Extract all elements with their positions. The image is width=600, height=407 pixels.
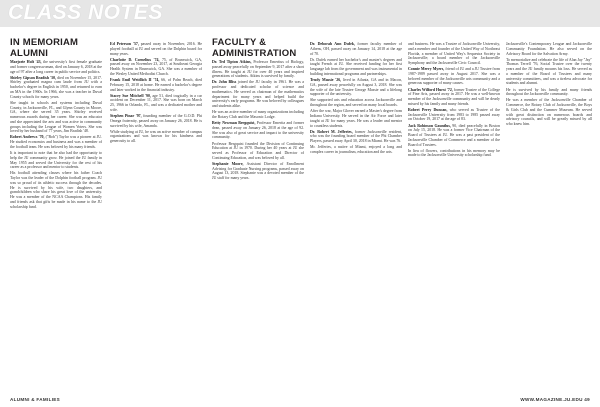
- obituary-name: Connie Merry Myers,: [408, 67, 445, 72]
- obituary-text: To memorialize and celebrate the life of Alan Jay "Jay" Thomas Terrell '76, Social Trustee over the twenty years and the JU family mourns his loss. He served as a member of the Board of Trustees and many university committees, and was a tireless advocate for students and alumni.: [506, 57, 592, 86]
- memoriam-heading: IN MEMORIAM: [10, 37, 79, 48]
- obituary-paragraph: [310, 130, 402, 144]
- obituary-text: former Trustee of the College of Fine Arts, passed away in 2017. He was a well-known member of the Jacksonville community and will be dearly missed by his family and many friends.: [408, 87, 500, 106]
- obituary-text: 90, died peacefully in Boston on July 15, 2018. He was a former Vice Chairman of the Board of Trustees at JU. He was a past president of the Jacksonville Chamber of Commerce and a member of the Board of Trustees.: [408, 123, 500, 147]
- obituary-name: Frank Emil Weidlich II '74,: [110, 78, 160, 83]
- obituary-paragraph: [110, 42, 202, 56]
- obituary-text: lived in Atlanta, GA and in Macon, GA, passed away peacefully on August 3, 2018. She was the wife of the late Trustee George Massie and a lifelong supporter of the university.: [310, 78, 402, 97]
- obituary-name: Stacey Sue Mitchell '90,: [110, 93, 151, 98]
- obituary-text: She taught in schools and systems including Duval County, in Jacksonville, FL, and Glynn County in Moore, GA, where she served 35 years. Shirley received numerous awards during her career. She was an educator and she appreciated the arts and was active in community groups including the League of Women Voters. She was loved by her husband of 77 years, Jim Bradish '48.: [10, 100, 102, 134]
- header-title: CLASS NOTES: [8, 1, 163, 24]
- faculty-subheading: ADMINISTRATION: [212, 47, 297, 59]
- obituary-text: founding member of the G.O.D. Phi Omega fraternity, passed away on January 26, 2018. He is survived by his wife, Amanda.: [110, 114, 202, 128]
- obituary-paragraph: [310, 78, 402, 97]
- obituary-paragraph: [310, 42, 402, 56]
- obituary-paragraph: [506, 88, 592, 98]
- obituary-text: ("Bob") Taylor was a pioneer at JU. He studied economics and business and was a member of the football team. He was beloved by his many friends.: [10, 135, 102, 149]
- obituary-text: It is important to note that he also had the opportunity to help the JU community grow. He joined the JU family in May 1955 and served the University for the rest of his career as a professor and mentor to students.: [10, 151, 102, 170]
- obituary-name: Stephanie Moore,: [212, 161, 244, 166]
- in-memoriam-title: [10, 38, 78, 59]
- obituary-name: Charlotte D. Cornelius '74,: [110, 57, 160, 62]
- obituary-paragraph: [408, 108, 500, 122]
- page-footer: [0, 395, 600, 407]
- obituary-name: Ed Peterson '57,: [110, 42, 139, 46]
- obituary-text: After the war, Major Glover earned a Master's degree from Indiana University. He served in the Air Force and later taught at JU for many years. He was a leader and mentor to countless students.: [310, 109, 402, 128]
- column-2: [110, 42, 202, 362]
- obituary-name: Jack Robinson Gauntlus,: [408, 123, 451, 128]
- obituary-name: Robert Andrews '70,: [10, 135, 45, 140]
- obituary-name: Robert Perry Duncan,: [408, 107, 448, 112]
- footer-site-page: WWW.MAGAZINE.JU.EDU 49: [520, 397, 590, 402]
- obituary-text: who served as Trustee of the Jacksonville University from 1983 to 1985 passed away on October 19, 2017 at the age of 83.: [408, 107, 500, 122]
- obituary-paragraph: [110, 130, 202, 144]
- obituary-text: joined the JU faculty in 1961. He was a professor and dedicated scholar of science and mathematics. He served as chairman of the mathematics department for many years and helped build the university's early programs. He was beloved by colleagues and students alike.: [212, 80, 304, 109]
- column-4: [310, 42, 402, 362]
- obituary-paragraph: [310, 58, 402, 77]
- column-1: [10, 60, 102, 380]
- obituary-name: Shirley Gipson Bradish '50,: [10, 75, 57, 80]
- obituary-paragraph: [10, 101, 102, 134]
- obituary-paragraph: [506, 58, 592, 87]
- obituary-paragraph: [212, 80, 304, 109]
- obituary-text: age 51, died tragically in a car accident on December 11, 2017. She was born on March 25, 1966 in Orlando, FL, and was a dedicated mother and wife.: [110, 93, 202, 112]
- obituary-name: Dr. Deborah Ann Dufek,: [310, 42, 355, 46]
- faculty-heading: FACULTY &: [212, 37, 267, 48]
- obituary-paragraph: [10, 76, 102, 100]
- obituary-text: Professor Bergquist founded the Division of Continuing Education at JU in 1970. During her 40 years at JU she served as Professor of Education and Director of Continuing Education, and was beloved by all.: [212, 141, 304, 160]
- obituary-paragraph: [110, 114, 202, 128]
- obituary-name: Dr. John Bliss: [212, 80, 237, 85]
- obituary-paragraph: [310, 98, 402, 108]
- obituary-paragraph: [10, 135, 102, 149]
- obituary-text: While studying at JU, he was an active member of campus organizations and was known for his kindness and generosity to all.: [110, 129, 202, 144]
- column-6: [506, 42, 592, 362]
- obituary-name: Marjorie Holt '43,: [10, 60, 42, 64]
- obituary-name: Charles Wilford Hurst '72,: [408, 87, 453, 92]
- obituary-paragraph: [408, 88, 500, 107]
- obituary-paragraph: [408, 42, 500, 66]
- obituary-paragraph: [212, 162, 304, 181]
- memoriam-subheading: ALUMNI: [10, 47, 49, 59]
- obituary-text: Professor Emeritus of Biology, passed away peacefully on September 9, 2017 after a short illness. He taught at JU for over 40 years and inspired generations of students. Atkins is survived by family.: [212, 60, 304, 79]
- obituary-text: the university's first female graduate and former congresswoman, died on January 6, 2018 at the age of 97 after a long career in public service and politics.: [10, 60, 102, 74]
- obituary-text: His football attending classes where his father Coach Taylor was the leader of the Dolphin football program. JU was so proud of its athletic success through the decades. He is survived by his wife, two daughters, and grandchildren who share his great love of the university. He was a member of the NCAA Champions. His family and friends ask that gifts be made in his name to the JU scholarship fund.: [10, 171, 102, 209]
- obituary-name: Dr. Ted Tipton Atkins,: [212, 60, 252, 64]
- obituary-text: former Jacksonville resident, who was the founding board member of the Phi Chamber Players, passed away April 30, 2018 in Miami. He was 76.: [310, 129, 402, 144]
- footer-section-label: ALUMNI & FAMILIES: [10, 397, 61, 402]
- obituary-text: died on November 15, 2017. Shirley graduated magna cum laude from JU with a bachelor's degree in English in 1950, and returned to earn an MA in the 1960s. In 1966, she was a teacher in Duval County schools for many years.: [10, 75, 102, 99]
- obituary-name: Trudy Massie '26,: [310, 78, 342, 83]
- obituary-name: Dr. Robert M. Jefferies,: [310, 129, 353, 134]
- obituary-text: He was a member of the Jacksonville Chamber of Commerce, the Rotary Club of Jacksonville, the Boys & Girls Club and the Cummer Museum. He served with great distinction on numerous boards and advisory councils, and will be greatly missed by all who knew him.: [506, 98, 592, 127]
- obituary-text: Dr. Dufek earned her bachelor's and master's degrees and taught French at JU. She received funding for her first language lab from the government and was instrumental in building international programs and partnerships.: [310, 57, 402, 76]
- obituary-text: She supported arts and education across Jacksonville and throughout the region, and served on many local boards.: [310, 98, 402, 108]
- obituary-paragraph: [408, 67, 500, 86]
- obituary-text: friend of JU and a JU Trustee from 1987-1989 passed away in August 2017. She was a beloved member of the Jacksonville arts community and a generous supporter of many causes.: [408, 67, 500, 86]
- obituary-text: In lieu of flowers, contributions in his memory may be made to the Jacksonville University scholarship fund.: [408, 148, 500, 158]
- obituary-paragraph: [212, 121, 304, 140]
- obituary-text: 75, of Brunswick, GA, passed away on November 23, 2017, at Southeast Georgia Health System in Brunswick, GA. She was a member of the Wesley United Methodist Church.: [110, 57, 202, 76]
- column-5: [408, 42, 500, 362]
- obituary-paragraph: [408, 124, 500, 148]
- obituary-text: Professor Emerita and former dean, passed away on January 26, 2018 at the age of 92. She was also of great service and impact to the university community.: [212, 121, 304, 140]
- obituary-text: He was an active member of many organizations including the Rotary Club and the Masonic Lodge.: [212, 110, 304, 120]
- obituary-paragraph: [110, 58, 202, 77]
- obituary-name: Stephen Pinar '97,: [110, 114, 142, 119]
- obituary-paragraph: [212, 60, 304, 79]
- obituary-paragraph: [506, 42, 592, 56]
- faculty-administration-title: [212, 38, 296, 59]
- obituary-text: 66, of Palm Beach, died February 15, 2018 at home. He earned a bachelor's degree and later worked in the financial industry.: [110, 78, 202, 92]
- obituary-paragraph: [408, 149, 500, 159]
- obituary-paragraph: [212, 142, 304, 161]
- obituary-text: former faculty member of Athens, OH, passed away on January 14, 2018 at the age of 70.: [310, 42, 402, 56]
- obituary-paragraph: [10, 171, 102, 209]
- obituary-paragraph: [10, 151, 102, 170]
- obituary-text: passed away in November, 2016. He played football at JU and served on the Dolphin board for many years.: [110, 42, 202, 56]
- obituary-paragraph: [10, 60, 102, 74]
- obituary-name: Betty Newman Bergquist,: [212, 121, 256, 126]
- obituary-paragraph: [110, 78, 202, 92]
- obituary-paragraph: [506, 98, 592, 127]
- obituary-text: He is survived by his family and many friends throughout the Jacksonville community.: [506, 87, 592, 97]
- obituary-paragraph: [310, 109, 402, 128]
- column-3: [212, 60, 304, 380]
- obituary-text: Jacksonville's Contemporary League and Jacksonville Community Foundation. He also served on the Advisory Board for the Salvation Army.: [506, 42, 592, 56]
- obituary-text: and business. He was a Trustee of Jacksonville University, and a member and founder of the United Way of Northeast Florida, a member of United Way's Sequestra Society in Jacksonville; a board member of the Jacksonville Symphony and the Jacksonville Civic Council.: [408, 42, 500, 65]
- obituary-paragraph: [310, 145, 402, 155]
- obituary-text: Assistant Director of Enrollment Advising for Graduate Nursing programs, passed away on August 13, 2018. Stephanie was a devoted member of the JU staff for many years.: [212, 161, 304, 181]
- obituary-paragraph: [212, 110, 304, 120]
- class-notes-header: [0, 0, 600, 27]
- obituary-paragraph: [110, 94, 202, 113]
- obituary-text: Mr. Jefferies, a native of Miami, enjoyed a long and complex career in journalism, education and the arts.: [310, 145, 402, 155]
